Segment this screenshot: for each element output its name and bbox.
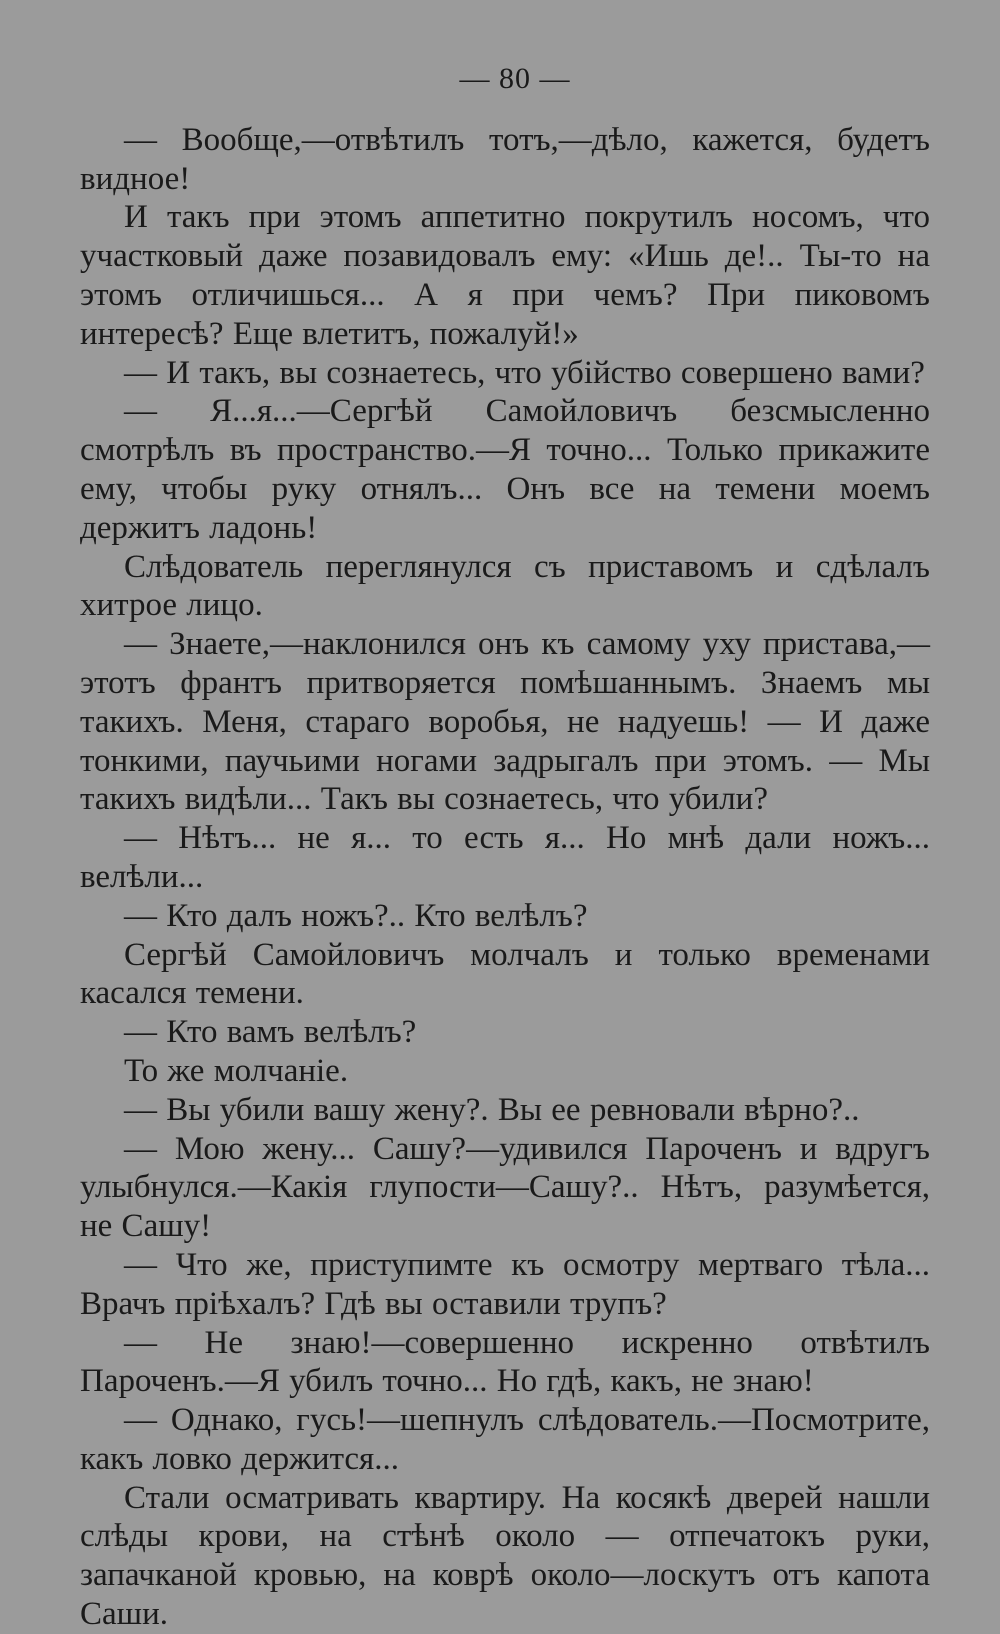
paragraph-9: Сергѣй Самойловичъ молчалъ и только временами касался темени. [80,936,930,1012]
page-body [80,121,930,1634]
paragraph-6: — Знаете,—наклонился онъ къ самому уху пристава,—этотъ франтъ притворяется помѣшаннымъ. Знаемъ мы такихъ. Меня, стараго воробья, не надуешь! — И даже тонкими, паучьими ногами задрыгалъ при этомъ. — Мы такихъ видѣли... Такъ вы сознаетесь, что убили? [80,626,930,818]
book-page [80,60,930,1634]
paragraph-7: — Нѣтъ... не я... то есть я... Но мнѣ дали ножъ... велѣли... [80,820,930,895]
paragraph-17: Стали осматривать квартиру. На косякѣ дверей нашли слѣды крови, на стѣнѣ около — отпечатокъ руки, запачканой кровью, на коврѣ около—лоскутъ отъ капота Саши. [80,1479,930,1633]
paragraph-11: То же молчаніе. [124,1052,349,1089]
paragraph-16: — Однако, гусь!—шепнулъ слѣдователь.—Посмотрите, какъ ловко держится... [80,1402,930,1477]
paragraph-10: — Кто вамъ велѣлъ? [124,1014,417,1051]
paragraph-15: — Не знаю!—совершенно искренно отвѣтилъ Пароченъ.—Я убилъ точно... Но гдѣ, какъ, не знаю! [80,1324,930,1400]
paragraph-13: — Мою жену... Сашу?—удивился Пароченъ и вдругъ улыбнулся.—Какія глупости—Сашу?.. Нѣтъ, разумѣется, не Сашу! [80,1130,930,1245]
paragraph-12: — Вы убили вашу жену?. Вы ее ревновали вѣрно?.. [124,1091,860,1128]
paragraph-14: — Что же, приступимте къ осмотру мертваго тѣла... Врачъ пріѣхалъ? Гдѣ вы оставили трупъ? [80,1246,930,1322]
page-number: — 80 — [459,62,571,95]
paragraph-1: — Вообще,—отвѣтилъ тотъ,—дѣло, кажется, будетъ видное! [80,121,930,197]
paragraph-2: И такъ при этомъ аппетитно покрутилъ носомъ, что участковый даже позавидовалъ ему: «Ишь де!.. Ты-то на этомъ отличишься... А я при чемъ? При пиковомъ интересѣ? Еще влетитъ, пожалуй!» [80,199,930,352]
paragraph-3: — И такъ, вы сознаетесь, что убійство совершено вами? [124,354,925,391]
paragraph-4: — Я...я...—Сергѣй Самойловичъ безсмысленно смотрѣлъ въ пространство.—Я точно... Только прикажите ему, чтобы руку отнялъ... Онъ все на темени моемъ держитъ ладонь! [80,393,930,546]
paragraph-8: — Кто далъ ножъ?.. Кто велѣлъ? [124,897,588,934]
paragraph-5: Слѣдователь переглянулся съ приставомъ и сдѣлалъ хитрое лицо. [80,548,930,624]
